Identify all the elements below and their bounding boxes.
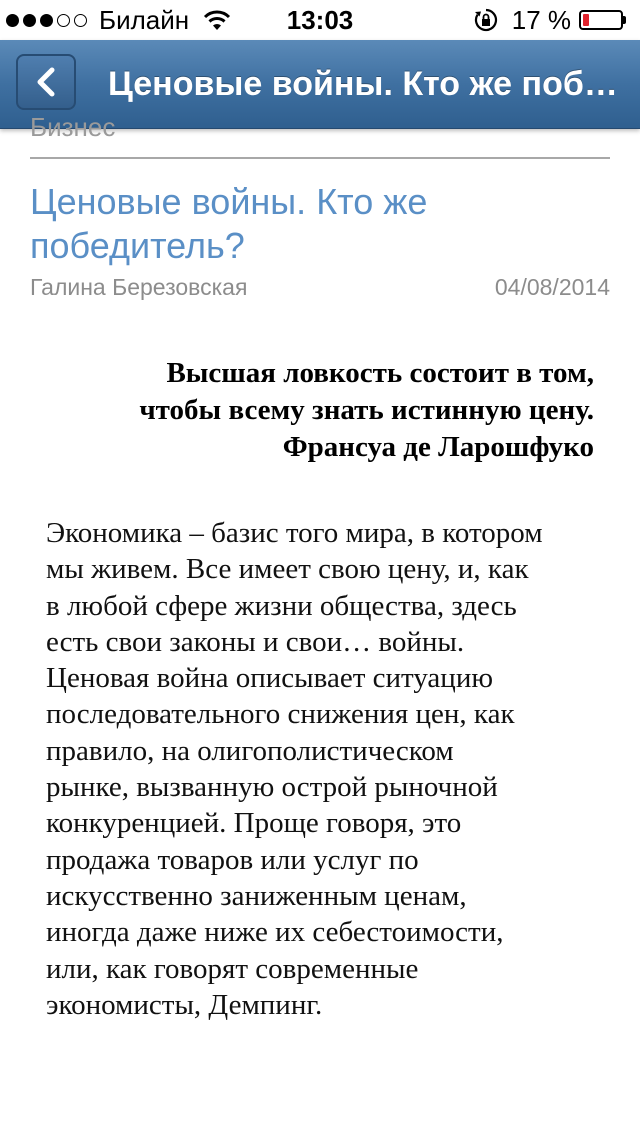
body-line: есть свои законы и свои… войны. — [46, 625, 465, 658]
battery-nub — [623, 16, 626, 24]
article-title — [30, 180, 610, 268]
epigraph-line: чтобы всему знать истинную цену. — [139, 394, 594, 426]
body-line: Экономика – базис того мира, в котором — [46, 517, 543, 549]
body-line: экономисты, Демпинг. — [46, 988, 323, 1021]
body-line: Ценовая война описывает ситуацию — [46, 662, 494, 695]
battery-level — [583, 14, 589, 26]
nav-title: Ценовые войны. Кто же поб… — [108, 65, 618, 103]
body-line: или, как говорят современные — [46, 952, 419, 985]
back-button[interactable] — [16, 54, 76, 110]
epigraph-author: Франсуа де Ларошфуко — [282, 431, 594, 463]
article-title-line: Ценовые войны. Кто же — [30, 181, 428, 222]
status-bar — [0, 0, 640, 40]
body-line: конкуренцией. Проще говоря, это — [46, 807, 462, 840]
article-category: Бизнес — [30, 112, 116, 142]
carrier-name: Билайн — [99, 4, 190, 35]
status-time: 13:03 — [286, 5, 354, 35]
body-line: рынке, вызванную острой рыночной — [46, 771, 498, 804]
rotation-lock-icon — [474, 8, 498, 32]
body-line: иногда даже ниже их себестоимости, — [46, 916, 504, 949]
battery-percent: 17 % — [511, 4, 571, 35]
article-body — [46, 515, 606, 1023]
epigraph-line: Высшая ловкость состоит в том, — [166, 357, 594, 389]
body-line: правило, на олигополистическом — [46, 734, 454, 767]
body-line: искусственно заниженным ценам, — [46, 879, 467, 912]
battery-icon — [579, 10, 623, 30]
article-author: Галина Березовская — [30, 274, 248, 300]
body-line: продажа товаров или услуг по — [46, 843, 419, 876]
epigraph — [46, 355, 594, 466]
article-date: 04/08/2014 — [494, 274, 610, 300]
body-line: последовательного снижения цен, как — [46, 698, 515, 731]
divider — [30, 157, 610, 159]
body-line: в любой сфере жизни общества, здесь — [46, 589, 517, 622]
article-title-line: победитель? — [30, 225, 245, 266]
status-right — [474, 5, 626, 35]
body-line: мы живем. Все имеет свою цену, и, как — [46, 553, 529, 586]
chevron-left-icon — [34, 67, 58, 97]
